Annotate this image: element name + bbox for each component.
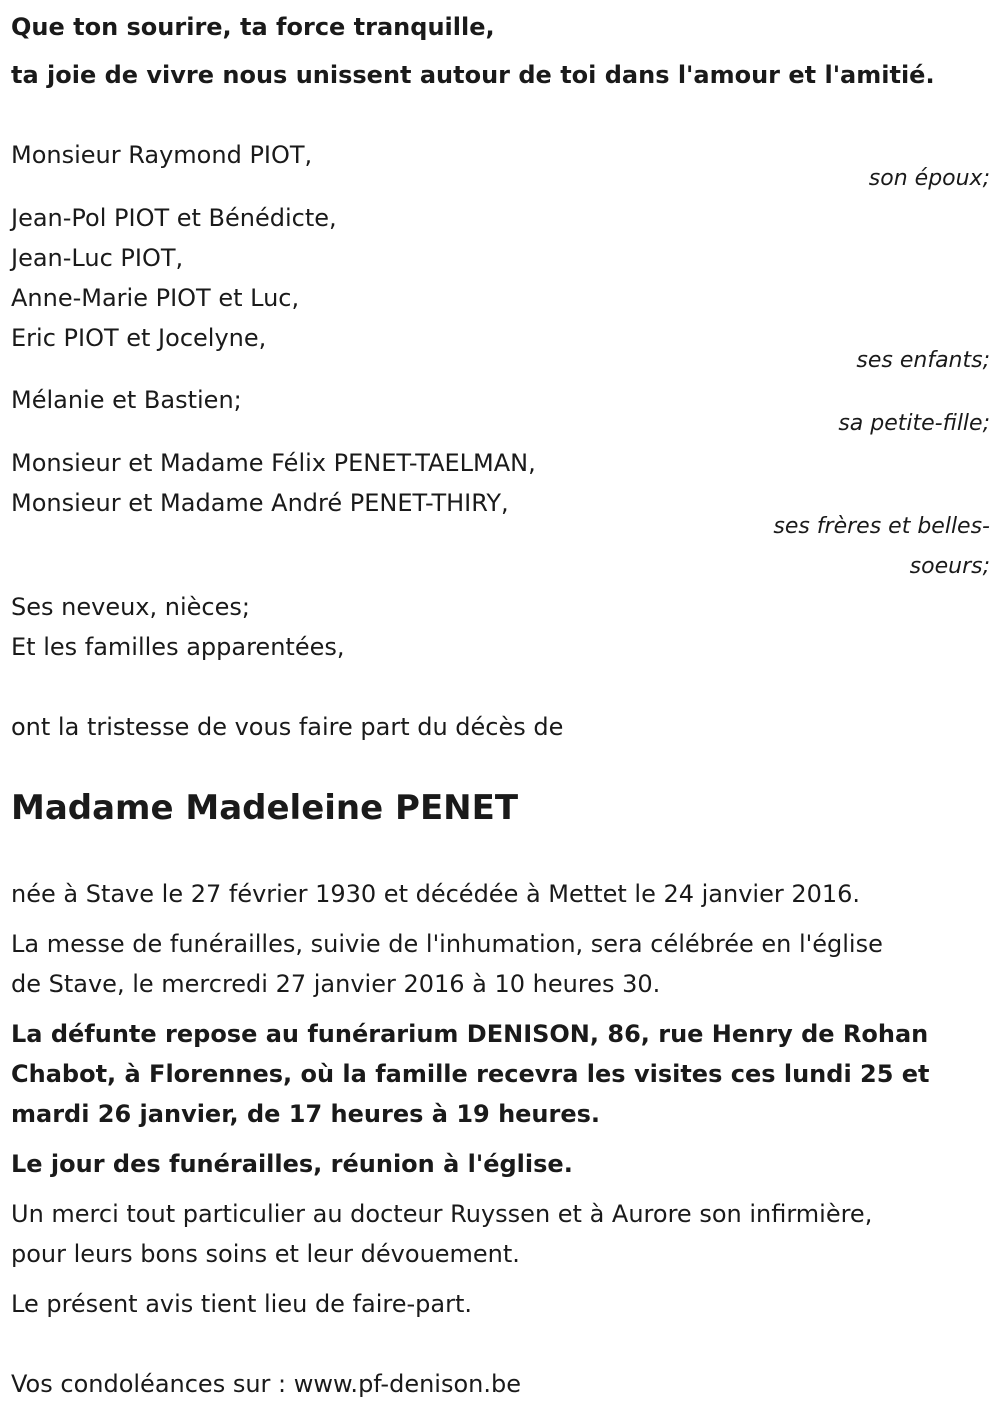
funerarium-text-line-2: Chabot, à Florennes, où la famille recevra les visites ces lundi 25 et — [11, 1060, 930, 1088]
granddaughter-role: sa petite-fille; — [838, 411, 990, 436]
thanks-text-line-1: Un merci tout particulier au docteur Ruyssen et à Aurore son infirmière, — [11, 1200, 873, 1228]
granddaughter-name: Mélanie et Bastien; — [11, 386, 242, 414]
sibling-2: Monsieur et Madame André PENET-THIRY, — [11, 489, 509, 517]
child-1: Jean-Pol PIOT et Bénédicte, — [11, 204, 337, 232]
other-relatives-1: Ses neveux, nièces; — [11, 593, 250, 621]
announcement-text: ont la tristesse de vous faire part du décès de — [11, 713, 564, 741]
siblings-role-line-1: ses frères et belles- — [773, 514, 990, 539]
deceased-name: Madame Madeleine PENET — [11, 788, 519, 828]
children-role: ses enfants; — [856, 348, 990, 373]
child-3: Anne-Marie PIOT et Luc, — [11, 284, 300, 312]
funerarium-text-line-3: mardi 26 janvier, de 17 heures à 19 heures. — [11, 1100, 601, 1128]
thanks-text-line-2: pour leurs bons soins et leur dévouement. — [11, 1240, 520, 1268]
mass-text-line-2: de Stave, le mercredi 27 janvier 2016 à 10 heures 30. — [11, 970, 661, 998]
spouse-role: son époux; — [868, 166, 990, 191]
siblings-role-line-2: soeurs; — [909, 554, 990, 579]
birth-death-text: née à Stave le 27 février 1930 et décédée à Mettet le 24 janvier 2016. — [11, 880, 861, 908]
epigraph-line-2: ta joie de vivre nous unissent autour de toi dans l'amour et l'amitié. — [11, 61, 935, 89]
condolences-link[interactable]: Vos condoléances sur : www.pf-denison.be — [11, 1370, 521, 1398]
epigraph-line-1: Que ton sourire, ta force tranquille, — [11, 13, 495, 41]
child-4: Eric PIOT et Jocelyne, — [11, 324, 267, 352]
child-2: Jean-Luc PIOT, — [11, 244, 184, 272]
notice-text: Le présent avis tient lieu de faire-part. — [11, 1290, 473, 1318]
other-relatives-2: Et les familles apparentées, — [11, 633, 345, 661]
spouse-name: Monsieur Raymond PIOT, — [11, 141, 313, 169]
meeting-text: Le jour des funérailles, réunion à l'église. — [11, 1150, 573, 1178]
funerarium-text-line-1: La défunte repose au funérarium DENISON, 86, rue Henry de Rohan — [11, 1020, 929, 1048]
sibling-1: Monsieur et Madame Félix PENET-TAELMAN, — [11, 449, 536, 477]
mass-text-line-1: La messe de funérailles, suivie de l'inhumation, sera célébrée en l'église — [11, 930, 883, 958]
